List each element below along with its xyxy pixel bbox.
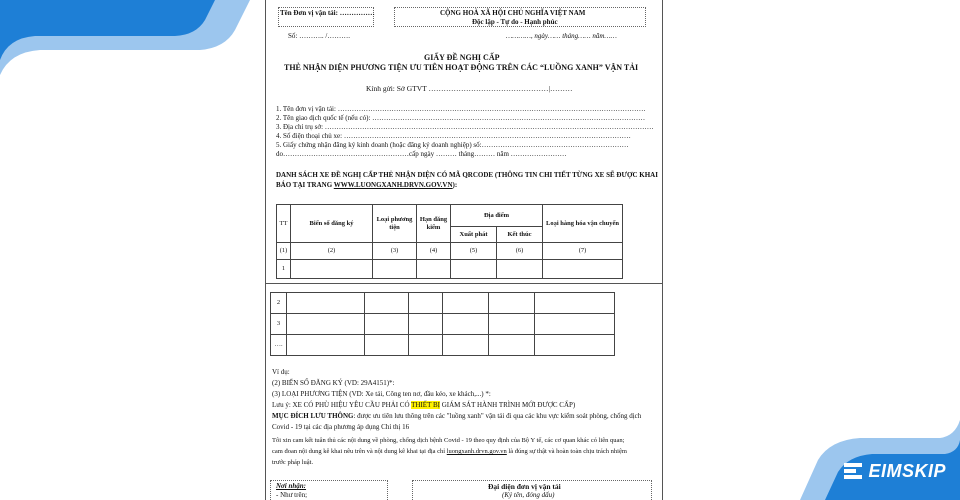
table-index-row — [277, 243, 623, 260]
field-business-license: 5. Giấy chứng nhận đăng ký kinh doanh (hoặc đăng ký doanh nghiệp) số:……………………………………………………… — [276, 141, 629, 149]
list-heading-line2: BÁO TẠI TRANG WWW.LUONGXANH.DRVN.GOV.VN): — [276, 181, 458, 189]
vehicle-table-page2 — [270, 292, 615, 356]
table-cell[interactable] — [365, 293, 409, 314]
table-cell: 1 — [277, 260, 291, 279]
table-cell: (5) — [451, 243, 497, 260]
table-cell[interactable] — [365, 314, 409, 335]
table-row — [277, 260, 623, 279]
note-purpose-cont: Covid - 19 tại các địa phương áp dụng Chỉ thị 16 — [272, 423, 410, 431]
table-cell[interactable] — [497, 260, 543, 279]
table-cell[interactable] — [535, 335, 615, 356]
table-cell: 2 — [271, 293, 287, 314]
table-cell[interactable] — [287, 335, 365, 356]
commitment-line2: cam đoan nội dung kê khai nêu trên và nội dung kê khai tại địa chỉ luongxanh.drvn.gov.vn là đúng sự thật và hoàn toàn chịu trách nhiệm — [272, 448, 627, 455]
table-cell[interactable] — [287, 314, 365, 335]
table-cell: 3 — [271, 314, 287, 335]
col-header-plate: Biển số đăng ký — [291, 205, 373, 243]
table-cell: (6) — [497, 243, 543, 260]
col-header-type: Loại phương tiện — [373, 205, 417, 243]
table-cell[interactable] — [535, 293, 615, 314]
table-cell[interactable] — [373, 260, 417, 279]
table-cell: (2) — [291, 243, 373, 260]
table-cell[interactable] — [489, 335, 535, 356]
country-name: CỘNG HOÀ XÃ HỘI CHỦ NGHĨA VIỆT NAM — [440, 9, 586, 17]
col-header-expiry: Hạn đăng kiểm — [417, 205, 451, 243]
field-address: 3. Địa chỉ trụ sở: …………………………………………………………………………………………………………………………… — [276, 123, 654, 131]
table-cell[interactable] — [409, 335, 443, 356]
document-date: …………, ngày…… tháng…… năm…… — [506, 32, 617, 40]
table-cell[interactable] — [365, 335, 409, 356]
table-cell[interactable] — [287, 293, 365, 314]
list-heading-link[interactable]: WWW.LUONGXANH.DRVN.GOV.VN — [333, 181, 453, 189]
signer-title: Đại diện đơn vị vận tải — [488, 482, 561, 491]
note-caution: Lưu ý: XE CÓ PHÙ HIỆU YÊU CẦU PHẢI CÓ THIẾT BỊ GIÁM SÁT HÀNH TRÌNH MỚI ĐƯỢC CẤP) — [272, 401, 576, 409]
org-label: Tên Đơn vị vận tải: …………… — [280, 9, 375, 17]
eimskip-logo-text: EIMSKIP — [868, 460, 946, 481]
table-cell[interactable] — [489, 314, 535, 335]
table-cell: (7) — [543, 243, 623, 260]
field-international-name: 2. Tên giao dịch quốc tế (nếu có): ……………………………………………………………………………………………………… — [276, 114, 646, 122]
field-license-issuer: do………………………………………………cấp ngày ……… tháng……… năm …………………… — [276, 150, 567, 158]
field-phone: 4. Số điện thoại chủ xe: …………………………………………………………………………………………………………… — [276, 132, 631, 140]
table-cell[interactable] — [443, 335, 489, 356]
table-cell: (3) — [373, 243, 417, 260]
eimskip-logo — [842, 460, 946, 482]
table-cell[interactable] — [409, 293, 443, 314]
list-heading-line1: DANH SÁCH XE ĐỀ NGHỊ CẤP THẺ NHẬN DIỆN CÓ MÃ QRCODE (THÔNG TIN CHI TIẾT TỪNG XE SẼ ĐƯỢC KHAI — [276, 171, 658, 179]
document-page-2 — [265, 283, 663, 500]
highlighted-text: THIẾT BỊ — [411, 401, 440, 409]
commitment-line3: trước pháp luật. — [272, 459, 314, 466]
eimskip-logo-mark-icon — [842, 460, 864, 482]
note-plate: (2) BIỂN SỐ ĐĂNG KÝ (VD: 29A4151)*: — [272, 379, 395, 387]
table-cell[interactable] — [291, 260, 373, 279]
table-cell[interactable] — [535, 314, 615, 335]
col-header-location: Địa điểm — [451, 205, 543, 227]
field-company-name: 1. Tên đơn vị vận tải: …………………………………………………………………………………………………………………… — [276, 105, 646, 113]
col-header-goods: Loại hàng hóa vận chuyển — [543, 205, 623, 243]
table-row — [271, 314, 615, 335]
table-cell[interactable] — [451, 260, 497, 279]
form-subtitle: THẺ NHẬN DIỆN PHƯƠNG TIỆN ƯU TIÊN HOẠT ĐỘNG TRÊN CÁC “LUỒNG XANH” VẬN TẢI — [284, 63, 639, 72]
corner-decoration-top-left — [0, 0, 250, 80]
table-cell: (4) — [417, 243, 451, 260]
signer-note: (Ký tên, đóng dấu) — [502, 491, 555, 499]
recipients-label: Nơi nhận: — [276, 482, 307, 490]
commitment-line1: Tôi xin cam kết tuân thủ các nội dung về phòng, chống dịch bệnh Covid - 19 theo quy định của Bộ Y tế, các cơ quan khác có liên quan; — [272, 437, 625, 444]
vehicle-table-page1 — [276, 204, 623, 279]
form-title: GIẤY ĐỀ NGHỊ CẤP — [424, 53, 500, 62]
col-header-end: Kết thúc — [497, 227, 543, 243]
table-cell[interactable] — [443, 293, 489, 314]
table-cell[interactable] — [443, 314, 489, 335]
col-header-tt: TT — [277, 205, 291, 243]
table-cell[interactable] — [489, 293, 535, 314]
recipients-item: - Như trên; — [276, 491, 308, 499]
table-cell[interactable] — [543, 260, 623, 279]
document-number: Số: ……….. /………. — [288, 32, 351, 40]
document-page-1 — [265, 0, 663, 284]
note-purpose: MỤC ĐÍCH LƯU THÔNG: được ưu tiên lưu thông trên các "luồng xanh" vận tải đi qua các khu vực kiểm soát phòng, chống dịch — [272, 412, 642, 420]
table-cell[interactable] — [417, 260, 451, 279]
notes-example: Ví dụ: — [272, 368, 290, 376]
note-vehicle-type: (3) LOẠI PHƯƠNG TIỆN (VD: Xe tải, Công ten nơ, đầu kéo, xe khách,...) *: — [272, 390, 491, 398]
table-row — [271, 293, 615, 314]
table-cell: (1) — [277, 243, 291, 260]
table-cell: …. — [271, 335, 287, 356]
commitment-link[interactable]: luongxanh.drvn.gov.vn — [446, 448, 507, 455]
national-motto: Độc lập - Tự do - Hạnh phúc — [472, 18, 558, 26]
recipient-line: Kính gửi: Sở GTVT …………………………………………|……… — [366, 84, 573, 93]
table-cell[interactable] — [409, 314, 443, 335]
col-header-start: Xuất phát — [451, 227, 497, 243]
table-row — [271, 335, 615, 356]
